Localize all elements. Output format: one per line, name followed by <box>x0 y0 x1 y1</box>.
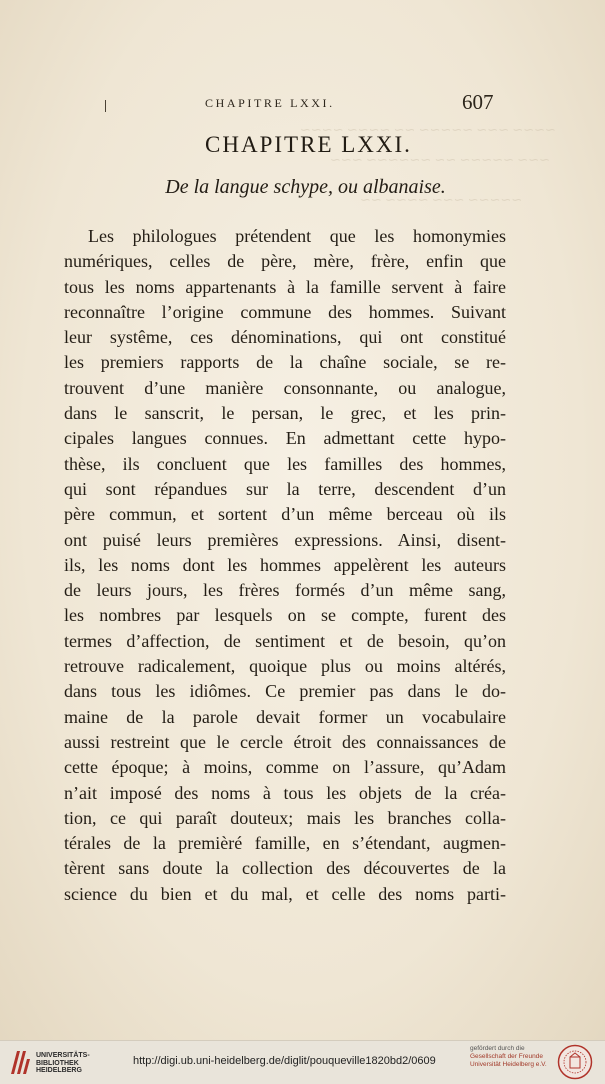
text-line: de leurs jours, les frères formés d’un même sang, <box>64 580 506 601</box>
text-line: dans tous les idiômes. Ce premier pas dans le do- <box>64 681 506 702</box>
page-number: 607 <box>462 90 494 114</box>
text-line: tous les noms appartenants à la famille servent à faire <box>64 276 506 297</box>
bleed-through-text: ∼∼∼∼∼ ∼∼∼ ∼∼∼∼ ∼∼ <box>360 192 523 207</box>
footer-bar <box>0 1040 605 1084</box>
text-line: ont puisé leurs premières expressions. Ainsi, disent- <box>64 529 506 550</box>
logo-line: HEIDELBERG <box>36 1067 82 1074</box>
text-line: retrouve radicalement, quoique plus ou moins altérés, <box>64 656 506 677</box>
university-seal-icon[interactable] <box>557 1044 593 1080</box>
library-logo-text <box>36 1052 90 1075</box>
text-line: cette époque; à moins, comme on l’assure, qu’Adam <box>64 757 506 778</box>
text-line: maine de la parole devait former un vocabulaire <box>64 706 506 727</box>
chapter-subtitle: De la langue schype, ou albanaise. <box>165 176 446 198</box>
text-line: père commun, et sortent d’un même berceau où ils <box>64 504 506 525</box>
text-line: qui sont répandues sur la terre, descendent d’un <box>64 478 506 499</box>
bleed-through-text: ∼∼∼∼ ∼∼∼ ∼∼∼∼∼ ∼∼ ∼∼∼∼ ∼∼∼∼ <box>300 122 556 137</box>
logo-line: BIBLIOTHEK <box>36 1059 79 1067</box>
text-line: reconnaître l’origine commune des hommes. Suivant <box>64 301 506 322</box>
running-head <box>0 92 605 116</box>
text-line: les nombres par lesquels on se compte, furent des <box>64 605 506 626</box>
logo-line: UNIVERSITÄTS- <box>36 1052 90 1059</box>
sponsor-note <box>470 1045 547 1069</box>
bleed-through-text: ∼∼∼ ∼∼∼∼∼ ∼∼ ∼∼∼∼∼∼ ∼∼∼ <box>330 152 550 167</box>
sponsor-line[interactable]: Gesellschaft der Freunde <box>470 1053 543 1060</box>
text-line: tion, ce qui paraît douteux; mais les branches colla- <box>64 807 506 828</box>
chapter-title: CHAPITRE LXXI. <box>205 132 412 157</box>
text-line: dans le sanscrit, le persan, le grec, et les prin- <box>64 403 506 424</box>
text-line: trouvent d’une manière consonnante, ou analogue, <box>64 377 506 398</box>
text-line: tèrent sans doute la collection des découvertes de la <box>64 858 506 879</box>
text-line: aussi restreint que le cercle étroit des connaissances de <box>64 731 506 752</box>
text-line: ils, les noms dont les hommes appelèrent les auteurs <box>64 554 506 575</box>
text-line: n’ait imposé des noms à tous les objets de la créa- <box>64 782 506 803</box>
text-line: leur systême, ces dénominations, qui ont constitué <box>64 327 506 348</box>
sponsor-line: gefördert durch die <box>470 1045 525 1052</box>
text-line: numériques, celles de père, mère, frère, enfin que <box>64 251 506 272</box>
sponsor-line[interactable]: Universität Heidelberg e.V. <box>470 1061 547 1068</box>
text-line: termes d’affection, de sentiment et de besoin, qu’on <box>64 630 506 651</box>
text-line: science du bien et du mal, et celle des noms parti- <box>64 883 506 904</box>
text-line: Les philologues prétendent que les homonymies <box>88 226 506 246</box>
text-line: térales de la premièré famille, en s’étendant, augmen- <box>64 833 506 854</box>
running-head-title: CHAPITRE LXXI. <box>205 96 335 110</box>
library-logo-icon[interactable] <box>8 1047 32 1077</box>
text-line: cipales langues connues. En admettant cette hypo- <box>64 428 506 449</box>
text-line: thèse, ils concluent que les familles des hommes, <box>64 453 506 474</box>
text-line: les premiers rapports de la chaîne sociale, se re- <box>64 352 506 373</box>
permalink-url[interactable]: http://digi.ub.uni-heidelberg.de/diglit/pouqueville1820bd2/0609 <box>133 1055 436 1067</box>
body-text <box>64 224 506 907</box>
